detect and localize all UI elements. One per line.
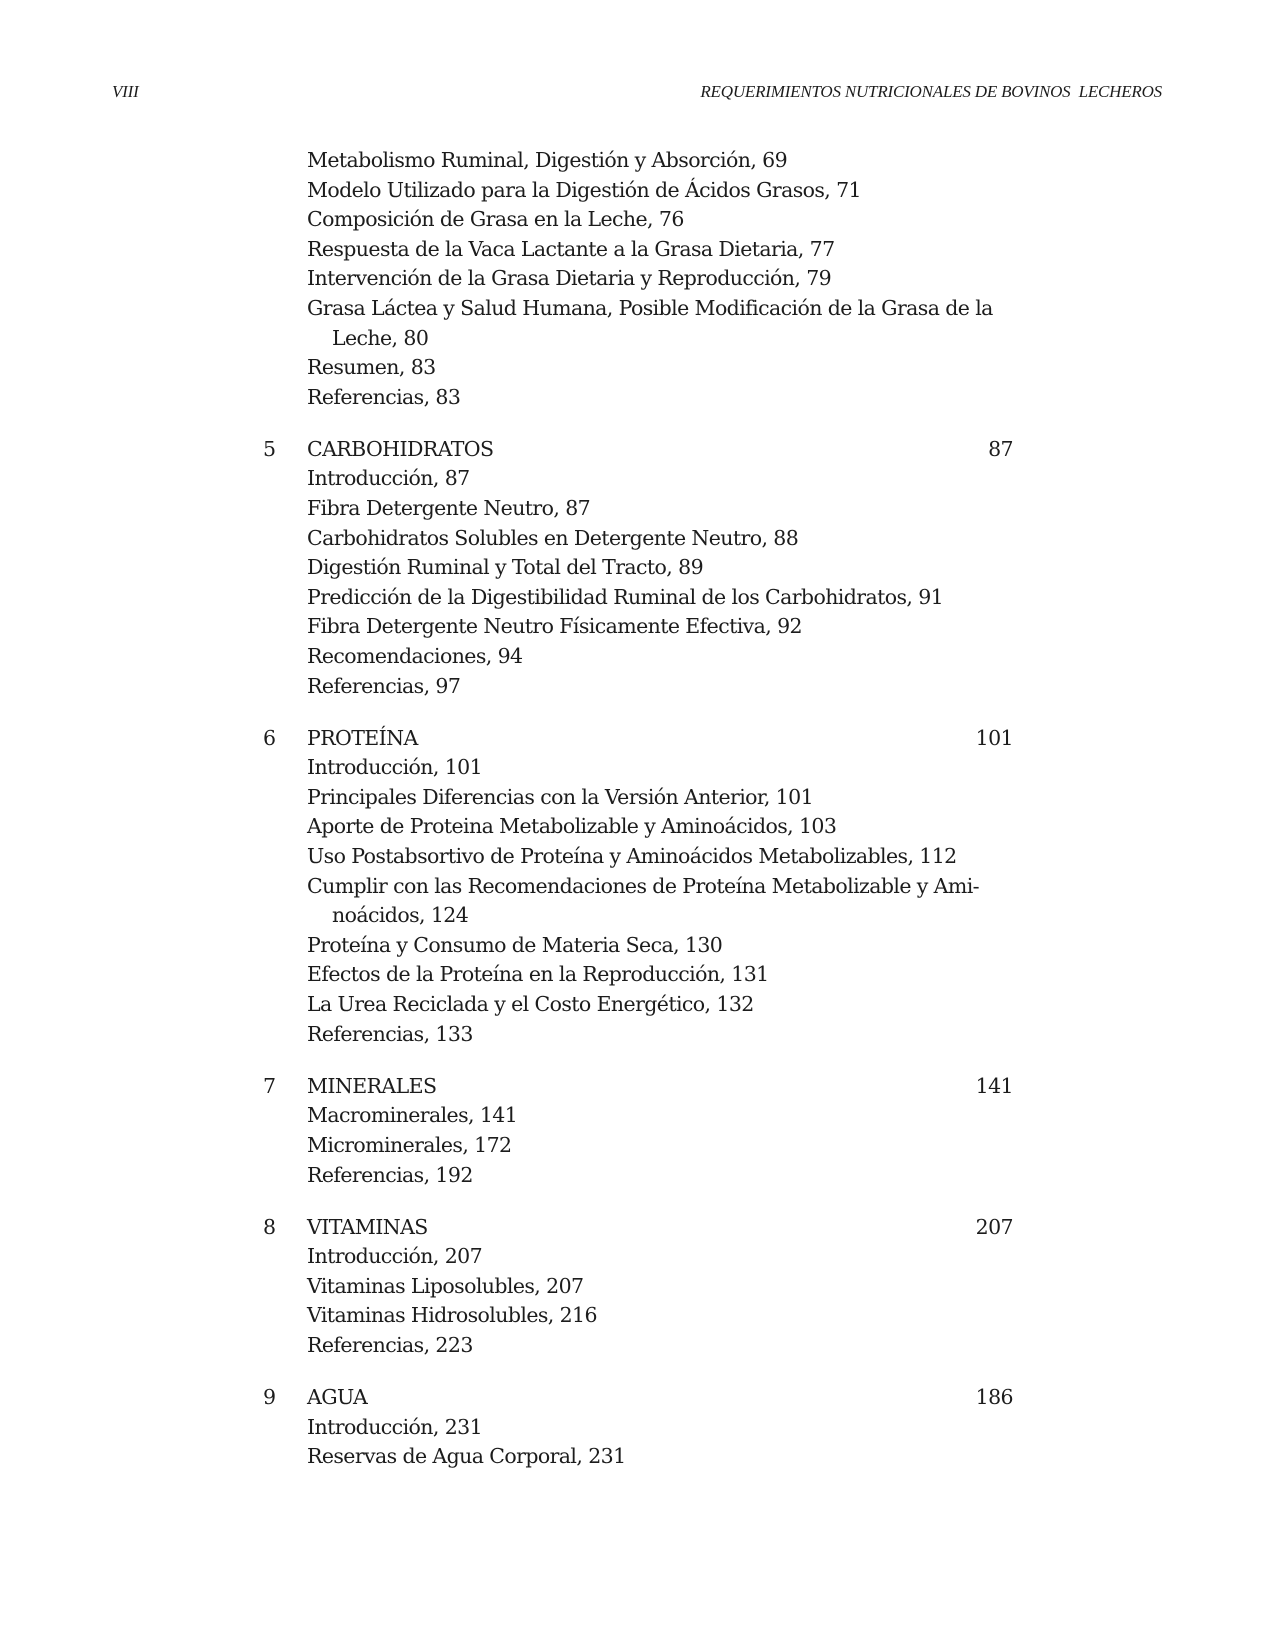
chapter-heading[interactable]	[0, 1072, 1275, 1102]
toc-chapter-5	[0, 435, 1275, 701]
toc-entry[interactable]: Referencias, 223	[307, 1332, 473, 1357]
toc-entry[interactable]: Proteína y Consumo de Materia Seca, 130	[307, 932, 723, 957]
chapter-number: 7	[263, 1073, 276, 1098]
toc-continued-section	[0, 146, 1275, 412]
chapter-title: MINERALES	[307, 1073, 437, 1098]
toc-entry[interactable]: Vitaminas Liposolubles, 207	[307, 1273, 584, 1298]
toc-entry[interactable]: Macrominerales, 141	[307, 1103, 518, 1128]
toc-entry[interactable]: Uso Postabsortivo de Proteína y Aminoácidos Metabolizables, 112	[307, 844, 957, 869]
toc-entry[interactable]: Reservas de Agua Corporal, 231	[307, 1444, 626, 1469]
chapter-number: 9	[263, 1385, 276, 1410]
toc-entry[interactable]: Predicción de la Digestibilidad Ruminal de los Carbohidratos, 91	[307, 584, 944, 609]
chapter-page: 207	[975, 1214, 1013, 1239]
toc-entry[interactable]: Referencias, 83	[307, 384, 461, 409]
chapter-heading[interactable]	[0, 1213, 1275, 1243]
chapter-page: 87	[988, 436, 1013, 461]
running-head-title: REQUERIMIENTOS NUTRICIONALES DE BOVINOS LECHEROS	[700, 82, 1162, 101]
toc-entry[interactable]: Fibra Detergente Neutro, 87	[307, 496, 591, 521]
toc-entry[interactable]: Introducción, 101	[307, 755, 483, 780]
chapter-page: 141	[975, 1073, 1013, 1098]
chapter-page: 101	[975, 725, 1013, 750]
chapter-heading[interactable]	[0, 724, 1275, 754]
toc-entry[interactable]: Resumen, 83	[307, 355, 436, 380]
chapter-number: 5	[263, 436, 276, 461]
toc-entry[interactable]: La Urea Reciclada y el Costo Energético, 132	[307, 992, 754, 1017]
chapter-heading[interactable]	[0, 435, 1275, 465]
chapter-title: CARBOHIDRATOS	[307, 436, 494, 461]
chapter-heading[interactable]	[0, 1383, 1275, 1413]
toc-entry-continuation[interactable]: noácidos, 124	[332, 903, 469, 928]
toc-entry[interactable]: Aporte de Proteina Metabolizable y Aminoácidos, 103	[307, 814, 837, 839]
toc-entry[interactable]: Referencias, 133	[307, 1021, 473, 1046]
toc-chapter-8	[0, 1213, 1275, 1361]
toc-entry[interactable]: Carbohidratos Solubles en Detergente Neutro, 88	[307, 525, 799, 550]
table-of-contents	[0, 146, 1275, 1472]
toc-chapter-6	[0, 724, 1275, 1050]
toc-entry[interactable]: Introducción, 87	[307, 466, 470, 491]
toc-entry[interactable]: Intervención de la Grasa Dietaria y Reproducción, 79	[307, 266, 832, 291]
chapter-number: 8	[263, 1214, 276, 1239]
chapter-title: PROTEÍNA	[307, 725, 418, 750]
chapter-number: 6	[263, 725, 276, 750]
page-folio: VIII	[112, 82, 139, 101]
chapter-title: AGUA	[307, 1385, 368, 1410]
toc-entry[interactable]: Referencias, 192	[307, 1162, 473, 1187]
toc-chapter-9	[0, 1383, 1275, 1472]
toc-entry[interactable]: Referencias, 97	[307, 673, 461, 698]
chapter-title: VITAMINAS	[307, 1214, 428, 1239]
toc-entry[interactable]: Digestión Ruminal y Total del Tracto, 89	[307, 555, 704, 580]
toc-entry[interactable]: Recomendaciones, 94	[307, 644, 523, 668]
toc-entry[interactable]: Introducción, 231	[307, 1414, 483, 1439]
toc-entry[interactable]: Introducción, 207	[307, 1244, 483, 1269]
toc-chapter-7	[0, 1072, 1275, 1190]
toc-entry[interactable]: Microminerales, 172	[307, 1132, 512, 1157]
toc-entry[interactable]: Efectos de la Proteína en la Reproducción, 131	[307, 962, 769, 987]
toc-entry[interactable]: Cumplir con las Recomendaciones de Proteína Metabolizable y Ami-	[307, 873, 980, 898]
toc-entry[interactable]: Composición de Grasa en la Leche, 76	[307, 207, 684, 232]
chapter-page: 186	[975, 1385, 1013, 1410]
toc-entry[interactable]: Modelo Utilizado para la Digestión de Ácidos Grasos, 71	[307, 177, 862, 202]
toc-entry[interactable]: Vitaminas Hidrosolubles, 216	[307, 1303, 597, 1328]
toc-entry[interactable]: Principales Diferencias con la Versión Anterior, 101	[307, 784, 814, 809]
toc-entry[interactable]: Respuesta de la Vaca Lactante a la Grasa Dietaria, 77	[307, 236, 835, 261]
toc-entry[interactable]: Fibra Detergente Neutro Físicamente Efectiva, 92	[307, 614, 802, 639]
toc-entry-continuation[interactable]: Leche, 80	[332, 325, 429, 350]
toc-entry[interactable]: Metabolismo Ruminal, Digestión y Absorción, 69	[307, 148, 788, 172]
toc-entry[interactable]: Grasa Láctea y Salud Humana, Posible Modificación de la Grasa de la	[307, 295, 993, 320]
